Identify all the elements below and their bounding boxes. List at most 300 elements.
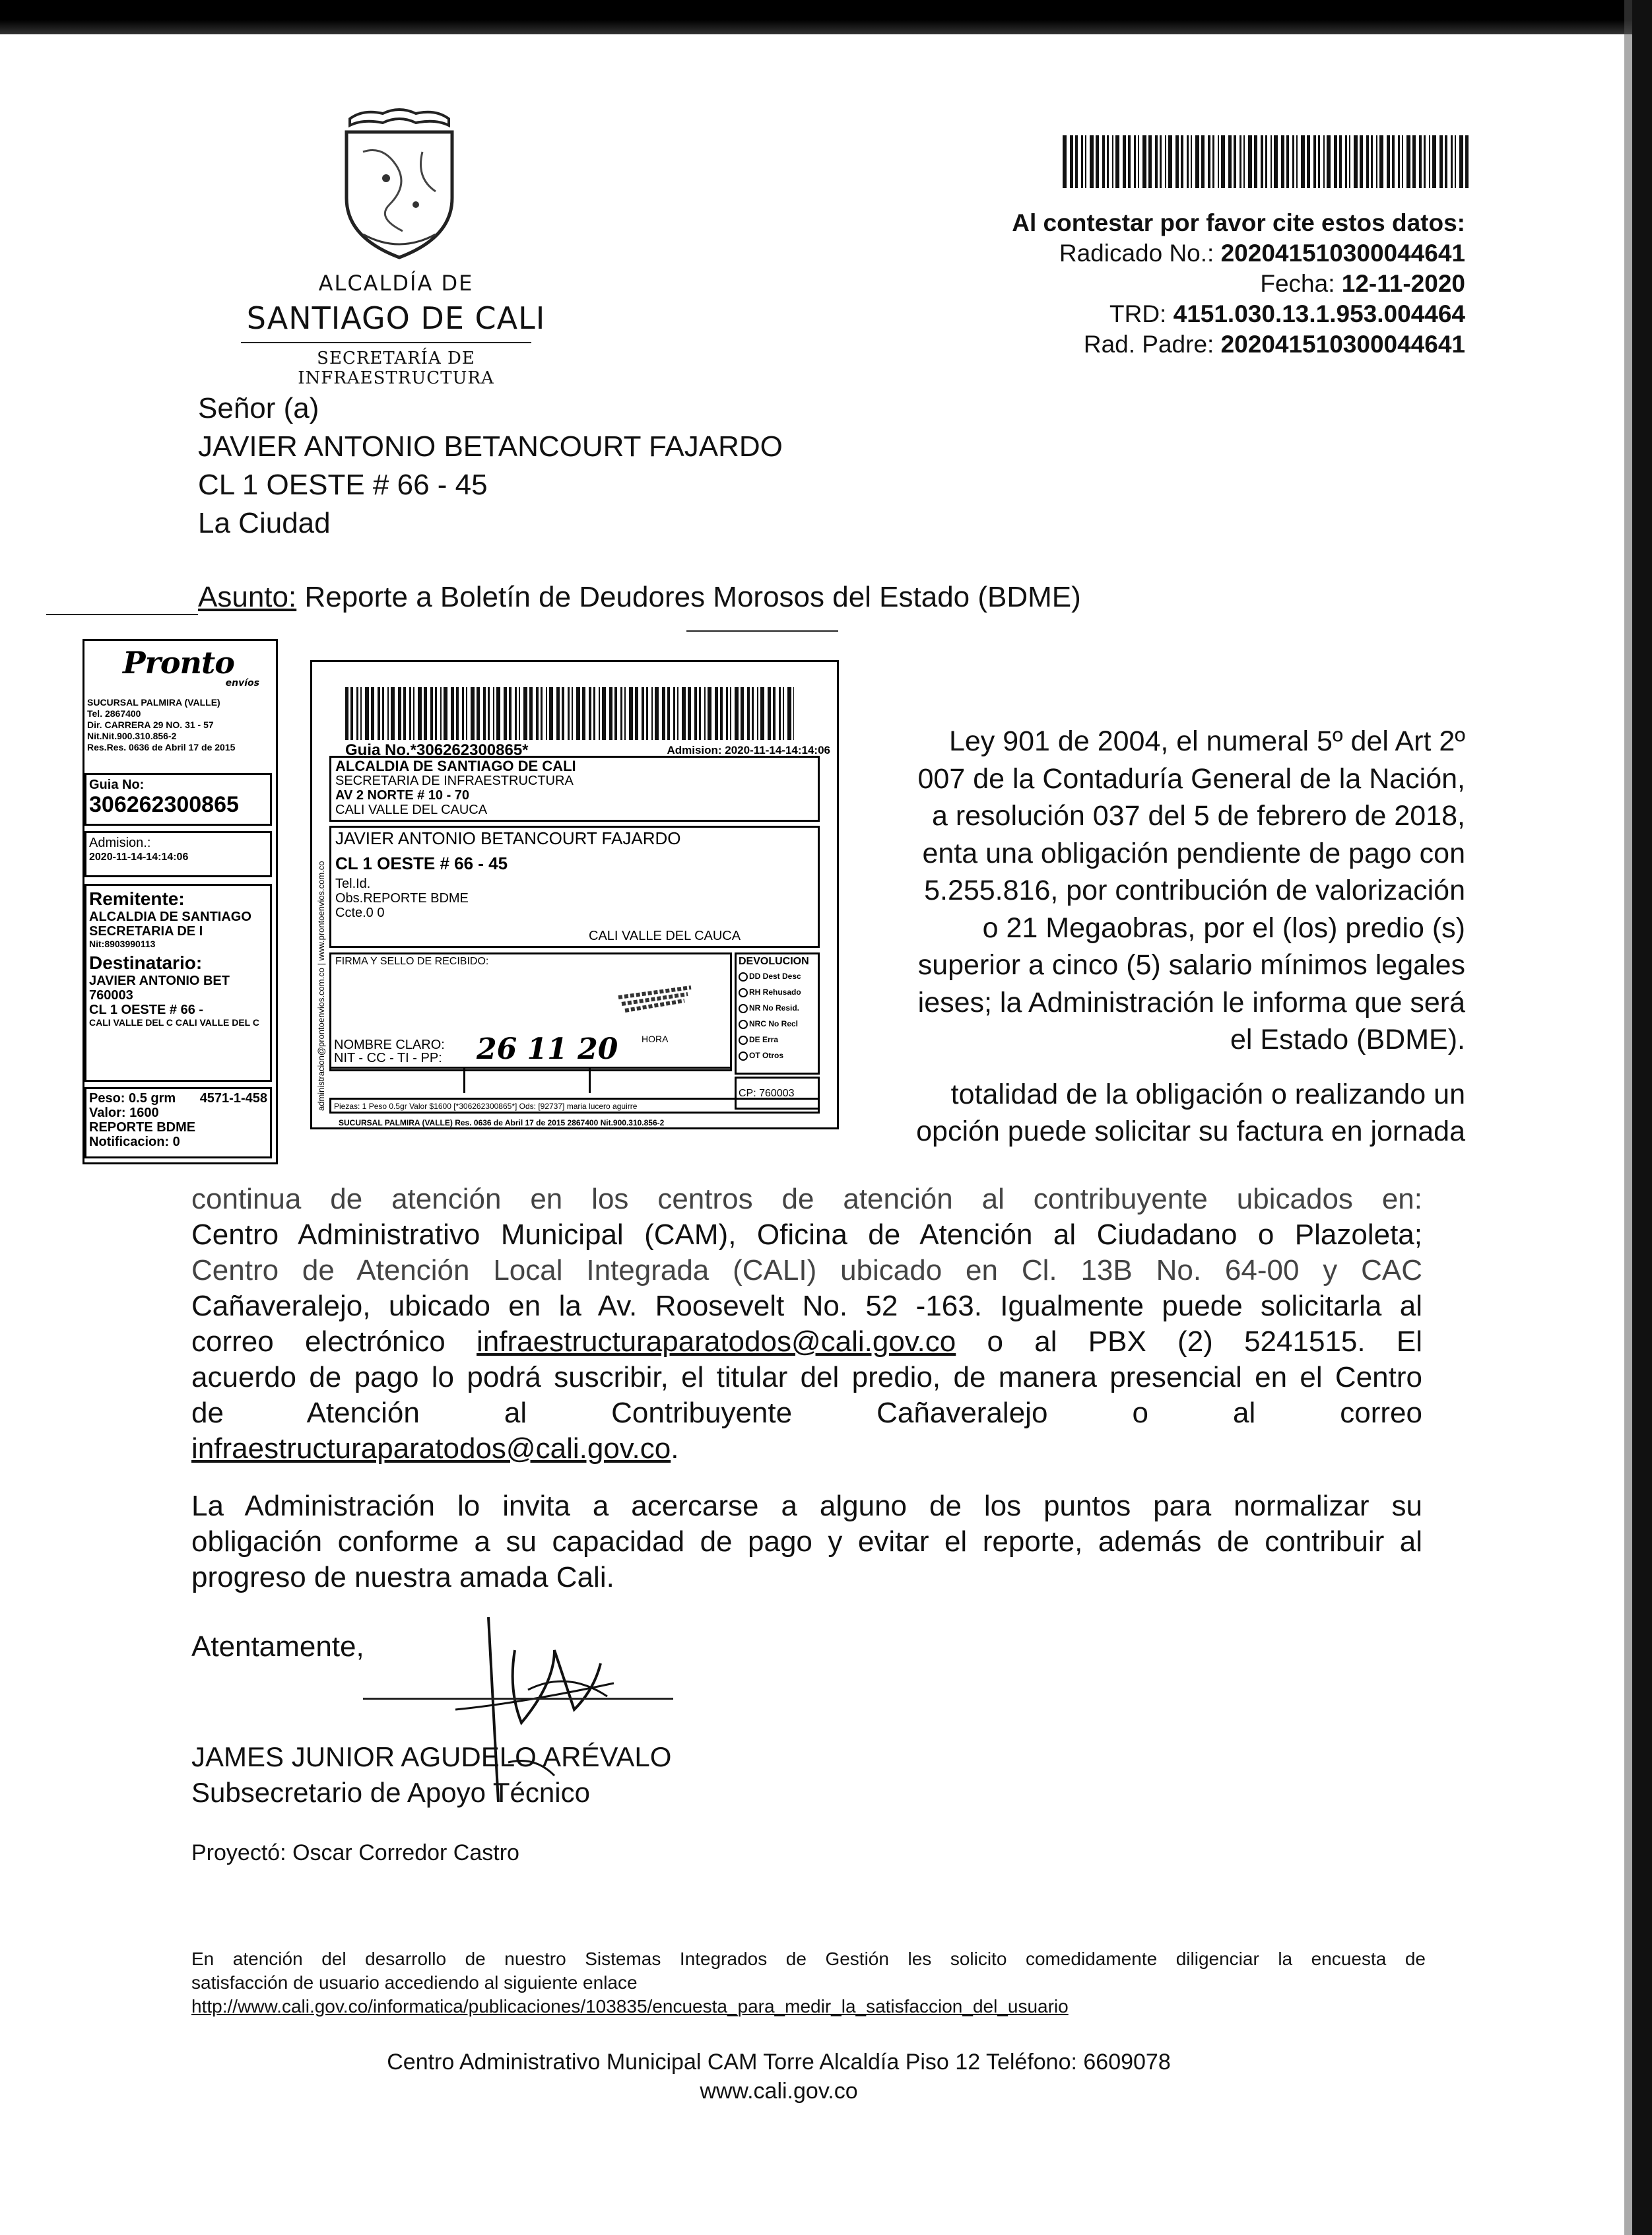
- barcode-bar: [345, 687, 348, 740]
- body-partial-line: el Estado (BDME).: [1230, 1024, 1465, 1055]
- org-line-1: ALCALDÍA DE: [318, 271, 474, 296]
- barcode-bar: [483, 687, 486, 740]
- barcode-bar: [1134, 135, 1136, 188]
- survey-line: En atención del desarrollo de nuestro Sistemas Integrados de Gestión les solicito comedidamente diligenciar la encuesta de: [191, 1949, 1426, 1969]
- barcode-bar: [1349, 135, 1350, 188]
- label-from-box: [329, 756, 820, 822]
- barcode-bar: [378, 687, 380, 740]
- courier-sender-info: [87, 697, 272, 753]
- barcode-bar: [1181, 135, 1183, 188]
- body-line: de Atención al Contribuyente Cañaveralejo o al correo: [191, 1397, 1422, 1429]
- from-line: AV 2 NORTE # 10 - 70: [335, 788, 470, 803]
- barcode-bar: [629, 687, 633, 740]
- return-options: [737, 968, 818, 1063]
- checkbox-icon: [739, 1036, 748, 1045]
- barcode-bar: [783, 687, 784, 740]
- barcode-label-icon: [345, 687, 794, 740]
- barcode-bar: [466, 687, 467, 740]
- barcode-bar: [360, 687, 362, 740]
- scan-edge-right: [1632, 0, 1652, 2235]
- barcode-bar: [624, 687, 626, 740]
- body-line: Centro Administrativo Municipal (CAM), Oficina de Atención al Ciudadano o Plazoleta;: [191, 1218, 1422, 1251]
- barcode-bar: [1096, 135, 1099, 188]
- barcode-bar: [391, 687, 395, 740]
- body-partial-line: o 21 Megaobras, por el (los) predio (s): [982, 912, 1465, 944]
- prepared-by: Proyectó: Oscar Corredor Castro: [191, 1840, 519, 1865]
- survey-line: satisfacción de usuario accediendo al siguiente enlace: [191, 1972, 638, 1993]
- return-option: [737, 1016, 818, 1032]
- barcode-bar: [488, 687, 490, 740]
- courier-brand: Pronto: [123, 645, 234, 681]
- barcode-bar: [768, 687, 771, 740]
- body-partial-line: opción puede solicitar su factura en jornada: [916, 1116, 1465, 1147]
- courier-dir: Dir. CARRERA 29 NO. 31 - 57: [87, 719, 214, 730]
- barcode-bar: [1339, 135, 1342, 188]
- body-line: Centro de Atención Local Integrada (CALI) ubicado en Cl. 13B No. 64-00 y CAC: [191, 1254, 1422, 1286]
- barcode-bar: [609, 687, 612, 740]
- barcode-bar: [1187, 135, 1189, 188]
- guide-box: [84, 773, 272, 826]
- from-line: CALI VALLE DEL CAUCA: [335, 803, 488, 817]
- guide-label: Guia No:: [89, 778, 145, 792]
- recipient-block: [198, 389, 783, 543]
- body-line: [191, 1324, 1422, 1360]
- body-partial-line: 007 de la Contaduría General de la Nación,: [917, 762, 1465, 795]
- org-line-2: SANTIAGO DE CALI: [246, 300, 546, 336]
- barcode-bar: [1070, 135, 1073, 188]
- label-code: 4571-1-458: [199, 1091, 267, 1106]
- barcode-bar: [735, 687, 739, 740]
- sender-line: SECRETARIA DE I: [89, 924, 203, 939]
- barcode-bar: [1123, 135, 1126, 188]
- barcode-bar: [1212, 135, 1214, 188]
- barcode-bar: [1175, 135, 1179, 188]
- hour-label: HORA: [642, 1034, 669, 1044]
- barcode-bar: [1429, 135, 1430, 188]
- admission-value: 2020-11-14-14:14:06: [89, 851, 189, 863]
- email-link-2[interactable]: infraestructuraparatodos@cali.gov.co: [191, 1432, 671, 1465]
- barcode-bar: [1063, 135, 1067, 188]
- barcode-bar: [1318, 135, 1320, 188]
- body-partial-line: 5.255.816, por contribución de valorización: [924, 875, 1465, 906]
- barcode-bar: [582, 687, 585, 740]
- barcode-bar: [752, 687, 754, 740]
- barcode-bar: [519, 687, 520, 740]
- to-ccte: Ccte.0 0: [335, 906, 385, 920]
- barcode-bar: [1168, 135, 1172, 188]
- barcode-bar: [1090, 135, 1094, 188]
- barcode-bar: [1323, 135, 1325, 188]
- sender-nit: Nit:8903990113: [89, 939, 156, 949]
- barcode-bar: [1445, 135, 1447, 188]
- barcode-bar: [1107, 135, 1109, 188]
- barcode-bar: [1292, 135, 1294, 188]
- barcode-bar: [541, 687, 543, 740]
- barcode-bar: [1406, 135, 1410, 188]
- clear-name-label: NOMBRE CLARO:: [334, 1038, 445, 1052]
- barcode-bar: [409, 687, 411, 740]
- handwritten-date: 26 11 20: [477, 1032, 618, 1066]
- barcode-bar: [424, 687, 427, 740]
- barcode-bar: [1221, 135, 1225, 188]
- barcode-bar: [1398, 135, 1400, 188]
- barcode-bar: [1345, 135, 1347, 188]
- barcode-bar: [1112, 135, 1113, 188]
- barcode-bar: [1281, 135, 1284, 188]
- barcode-bar: [546, 687, 547, 740]
- barcode-bar: [614, 687, 617, 740]
- barcode-bar: [515, 687, 517, 740]
- barcode-bar: [747, 687, 750, 740]
- barcode-bar: [1081, 135, 1083, 188]
- barcode-bar: [1148, 135, 1152, 188]
- barcode-bar: [451, 687, 454, 740]
- barcode-bar: [1301, 135, 1305, 188]
- barcode-bar: [779, 687, 781, 740]
- courier-label-small: [83, 639, 278, 1164]
- barcode-bar: [651, 687, 653, 740]
- signer-title: Subsecretario de Apoyo Técnico: [191, 1777, 590, 1808]
- body-line: acuerdo de pago lo podrá suscribir, el titular del predio, de manera presencial en el Centro: [191, 1361, 1422, 1393]
- barcode-bar: [793, 687, 794, 740]
- barcode-bar: [741, 687, 744, 740]
- barcode-bar: [726, 687, 728, 740]
- checkbox-icon: [739, 1020, 748, 1029]
- barcode-bar: [1160, 135, 1162, 188]
- barcode-bar: [646, 687, 648, 740]
- label-guide: Guia No.*306262300865*: [345, 741, 529, 759]
- barcode-bar: [688, 687, 691, 740]
- trd-value: 4151.030.13.1.953.004464: [1173, 300, 1465, 327]
- barcode-bar: [704, 687, 706, 740]
- signature-divider: [463, 1067, 465, 1093]
- subject-rule-right: [686, 630, 838, 632]
- barcode-bar: [556, 687, 560, 740]
- barcode-bar: [1459, 135, 1463, 188]
- weight-box: [84, 1087, 272, 1158]
- return-option: [737, 1000, 818, 1016]
- report-note: REPORTE BDME: [89, 1120, 196, 1135]
- stamp-icon: [615, 981, 694, 1014]
- barcode-bar: [1455, 135, 1456, 188]
- survey-link[interactable]: http://www.cali.gov.co/informatica/publicaciones/103835/encuesta_para_medir_la_satisfaccion_del_usuario: [191, 1996, 1069, 2017]
- body-paragraph-attention: [191, 1182, 1422, 1467]
- courier-logo: [91, 645, 266, 688]
- barcode-bar: [1102, 135, 1105, 188]
- admission-label: Admision.:: [89, 836, 151, 850]
- barcode-bar: [694, 687, 697, 740]
- barcode-top-icon: [1063, 135, 1469, 188]
- barcode-bar: [1334, 135, 1337, 188]
- body-partial-line: a resolución 037 del 5 de febrero de 2018,: [931, 800, 1465, 832]
- courier-tel: Tel. 2867400: [87, 708, 141, 719]
- return-option-label: NR No Resid.: [749, 1003, 800, 1013]
- courier-nit: Nit.Nit.900.310.856-2: [87, 731, 177, 741]
- barcode-bar: [572, 687, 573, 740]
- closing: Atentamente,: [191, 1630, 364, 1663]
- barcode-bar: [1254, 135, 1257, 188]
- barcode-bar: [1402, 135, 1403, 188]
- label-side-text: administracion@prontoenvios.com.co | www.prontoenvios.com.co: [316, 861, 326, 1111]
- id-label: NIT - CC - TI - PP:: [334, 1051, 442, 1065]
- body-line: progreso de nuestra amada Cali.: [191, 1561, 614, 1593]
- body-partial-line: enta una obligación pendiente de pago con: [922, 837, 1465, 869]
- org-line-3: SECRETARÍA DE INFRAESTRUCTURA: [298, 349, 494, 388]
- checkbox-icon: [739, 1004, 748, 1013]
- recipient-name: JAVIER ANTONIO BETANCOURT FAJARDO: [198, 430, 783, 463]
- body-partial: [832, 723, 1465, 1151]
- from-line: ALCALDIA DE SANTIAGO DE CALI: [335, 758, 576, 774]
- recipient-line: 760003: [89, 988, 133, 1003]
- barcode-bar: [435, 687, 437, 740]
- barcode-bar: [715, 687, 718, 740]
- return-label: DEVOLUCION: [739, 956, 809, 967]
- barcode-bar: [1243, 135, 1245, 188]
- barcode-bar: [1274, 135, 1278, 188]
- barcode-bar: [1208, 135, 1210, 188]
- scan-edge-right-shadow: [1624, 0, 1632, 2235]
- barcode-bar: [1327, 135, 1331, 188]
- cite-title: Al contestar por favor cite estos datos:: [1012, 209, 1465, 236]
- barcode-bar: [1265, 135, 1267, 188]
- barcode-bar: [667, 687, 670, 740]
- subject-text: Reporte a Boletín de Deudores Morosos del Estado (BDME): [304, 581, 1081, 613]
- postal-code: CP: 760003: [739, 1088, 795, 1099]
- signer-block: [191, 1739, 671, 1811]
- survey-note: [191, 1947, 1426, 2018]
- to-tel: Tel.Id.: [335, 877, 371, 891]
- barcode-bar: [1248, 135, 1252, 188]
- rad-padre-value: 202041510300044641: [1220, 331, 1465, 358]
- barcode-bar: [602, 687, 606, 740]
- barcode-bar: [398, 687, 401, 740]
- barcode-bar: [760, 687, 764, 740]
- fecha-value: 12-11-2020: [1341, 270, 1465, 297]
- barcode-bar: [773, 687, 776, 740]
- signer-name: JAMES JUNIOR AGUDELO ARÉVALO: [191, 1741, 672, 1772]
- barcode-bar: [757, 687, 758, 740]
- body-line: obligación conforme a su capacidad de pago y evitar el reporte, además de contribuir al: [191, 1525, 1422, 1558]
- to-city: CALI VALLE DEL CAUCA: [589, 929, 741, 943]
- return-box: [735, 952, 820, 1075]
- barcode-bar: [1085, 135, 1086, 188]
- barcode-bar: [509, 687, 512, 740]
- barcode-bar: [1201, 135, 1205, 188]
- radicado-label: Radicado No.:: [1059, 240, 1214, 267]
- return-option: [737, 968, 818, 984]
- barcode-bar: [1354, 135, 1358, 188]
- barcode-bar: [1296, 135, 1298, 188]
- body-text: correo electrónico: [191, 1325, 446, 1358]
- barcode-bar: [549, 687, 553, 740]
- to-name: JAVIER ANTONIO BETANCOURT FAJARDO: [335, 828, 681, 848]
- barcode-bar: [356, 687, 358, 740]
- return-option-label: RH Rehusado: [749, 987, 801, 997]
- barcode-bar: [1451, 135, 1453, 188]
- signature-divider: [589, 1067, 591, 1093]
- label-admission: Admision: 2020-11-14-14:14:06: [667, 744, 830, 756]
- barcode-bar: [589, 687, 591, 740]
- barcode-bar: [562, 687, 564, 740]
- barcode-bar: [1419, 135, 1422, 188]
- barcode-bar: [1234, 135, 1236, 188]
- barcode-bar: [430, 687, 433, 740]
- fecha-label: Fecha:: [1260, 270, 1335, 297]
- barcode-bar: [365, 687, 369, 740]
- recipient-address: CL 1 OESTE # 66 - 45: [198, 469, 488, 501]
- barcode-bar: [387, 687, 389, 740]
- parties-box: [84, 884, 272, 1082]
- weight: Peso: 0.5 grm: [89, 1091, 176, 1106]
- barcode-bar: [673, 687, 675, 740]
- return-option-label: OT Otros: [749, 1051, 784, 1060]
- guide-number: 306262300865: [89, 792, 239, 817]
- body-partial-line: superior a cinco (5) salario mínimos legales: [917, 949, 1465, 981]
- barcode-bar: [1115, 135, 1119, 188]
- barcode-bar: [1165, 135, 1166, 188]
- courier-res: Res.Res. 0636 de Abril 17 de 2015: [87, 742, 236, 752]
- rad-padre-label: Rad. Padre:: [1083, 331, 1214, 358]
- body-text: o al PBX (2) 5241515. El: [987, 1325, 1422, 1358]
- sender-line: ALCALDIA DE SANTIAGO: [89, 910, 251, 924]
- subject-rule-left: [46, 614, 198, 615]
- barcode-bar: [504, 687, 507, 740]
- barcode-bar: [662, 687, 665, 740]
- barcode-bar: [471, 687, 475, 740]
- checkbox-icon: [739, 988, 748, 997]
- barcode-bar: [1424, 135, 1426, 188]
- body-line: Cañaveralejo, ubicado en la Av. Roosevelt No. 52 -163. Igualmente puede solicitarla al: [191, 1290, 1422, 1322]
- barcode-bar: [440, 687, 442, 740]
- value: Valor: 1600: [89, 1106, 159, 1120]
- barcode-bar: [787, 687, 791, 740]
- barcode-bar: [655, 687, 659, 740]
- return-option: [737, 1032, 818, 1048]
- barcode-bar: [413, 687, 414, 740]
- salutation: Señor (a): [198, 392, 319, 424]
- footer-address: [198, 2048, 1360, 2106]
- barcode-bar: [699, 687, 701, 740]
- barcode-bar: [1155, 135, 1158, 188]
- barcode-bar: [1138, 135, 1139, 188]
- signature-divider: [331, 1067, 730, 1069]
- barcode-bar: [1360, 135, 1363, 188]
- barcode-bar: [1128, 135, 1131, 188]
- body-line: continua de atención en los centros de atención al contribuyente ubicados en:: [191, 1183, 1422, 1215]
- return-option-label: NRC No Recl: [749, 1019, 799, 1028]
- barcode-bar: [536, 687, 539, 740]
- recipient-label: Destinatario:: [89, 952, 203, 973]
- org-divider: [241, 342, 531, 343]
- barcode-bar: [568, 687, 570, 740]
- recipient-city: La Ciudad: [198, 507, 331, 539]
- barcode-bar: [1195, 135, 1199, 188]
- barcode-bar: [1286, 135, 1289, 188]
- barcode-bar: [1432, 135, 1436, 188]
- barcode-bar: [523, 687, 527, 740]
- recipient-line: CL 1 OESTE # 66 -: [89, 1003, 204, 1017]
- body-paragraph-invite: [191, 1488, 1422, 1595]
- barcode-bar: [1142, 135, 1146, 188]
- barcode-bar: [493, 687, 494, 740]
- to-address: CL 1 OESTE # 66 - 45: [335, 853, 508, 873]
- sender-label: Remitente:: [89, 888, 185, 909]
- email-link[interactable]: infraestructuraparatodos@cali.gov.co: [477, 1325, 956, 1358]
- barcode-bar: [1465, 135, 1469, 188]
- barcode-bar: [1379, 135, 1383, 188]
- barcode-bar: [1271, 135, 1272, 188]
- barcode-bar: [642, 687, 644, 740]
- to-obs: Obs.REPORTE BDME: [335, 891, 469, 906]
- barcode-bar: [1228, 135, 1232, 188]
- footer-address-line: Centro Administrativo Municipal CAM Torre Alcaldía Piso 12 Teléfono: 6609078: [387, 2050, 1171, 2075]
- barcode-bar: [1218, 135, 1219, 188]
- footer-website[interactable]: www.cali.gov.co: [700, 2079, 858, 2104]
- barcode-bar: [599, 687, 600, 740]
- signature-label: FIRMA Y SELLO DE RECIBIDO:: [335, 956, 489, 967]
- barcode-bar: [403, 687, 406, 740]
- barcode-bar: [635, 687, 638, 740]
- radicado-value: 202041510300044641: [1220, 240, 1465, 267]
- admission-box: [84, 831, 272, 877]
- coat-of-arms-icon: [323, 106, 475, 264]
- return-option-label: DD Dest Desc: [749, 972, 801, 981]
- barcode-bar: [418, 687, 422, 740]
- notification: Notificacion: 0: [89, 1135, 180, 1149]
- barcode-bar: [444, 687, 447, 740]
- pieces-box: [329, 1098, 820, 1114]
- barcode-bar: [456, 687, 459, 740]
- label-signature-box: [329, 952, 732, 1071]
- pieces-line: Piezas: 1 Peso 0.5gr Valor $1600 [*306262300865*] Ods: [92737] maria lucero aguirre: [334, 1102, 638, 1111]
- return-option-label: DE Erra: [749, 1035, 779, 1044]
- body-text: .: [671, 1432, 679, 1465]
- barcode-bar: [1376, 135, 1377, 188]
- checkbox-icon: [739, 1051, 748, 1061]
- barcode-bar: [1239, 135, 1241, 188]
- checkbox-icon: [739, 972, 748, 982]
- barcode-bar: [1412, 135, 1416, 188]
- subject-label: Asunto:: [198, 581, 297, 613]
- barcode-bar: [1371, 135, 1373, 188]
- barcode-bar: [529, 687, 533, 740]
- barcode-bar: [1387, 135, 1390, 188]
- courier-brand-sub: envíos: [225, 678, 259, 688]
- scan-edge-top: [0, 0, 1652, 34]
- barcode-bar: [462, 687, 464, 740]
- barcode-bar: [1313, 135, 1316, 188]
- barcode-bar: [720, 687, 723, 740]
- barcode-bar: [576, 687, 580, 740]
- trd-label: TRD:: [1109, 300, 1167, 327]
- recipient-line: CALI VALLE DEL C CALI VALLE DEL C: [89, 1017, 259, 1028]
- body-line: La Administración lo invita a acercarse a alguno de los puntos para normalizar su: [191, 1490, 1422, 1522]
- body-partial-line: Ley 901 de 2004, el numeral 5º del Art 2º: [948, 725, 1465, 757]
- courier-sucursal: SUCURSAL PALMIRA (VALLE): [87, 697, 220, 708]
- barcode-bar: [1366, 135, 1369, 188]
- barcode-bar: [1075, 135, 1078, 188]
- barcode-bar: [1191, 135, 1192, 188]
- barcode-bar: [682, 687, 686, 740]
- barcode-bar: [382, 687, 384, 740]
- barcode-bar: [350, 687, 353, 740]
- barcode-bar: [1261, 135, 1263, 188]
- barcode-bar: [593, 687, 595, 740]
- citation-block: [911, 208, 1465, 360]
- barcode-bar: [1392, 135, 1395, 188]
- body-line: [191, 1431, 1422, 1467]
- courier-label-main: [310, 660, 839, 1129]
